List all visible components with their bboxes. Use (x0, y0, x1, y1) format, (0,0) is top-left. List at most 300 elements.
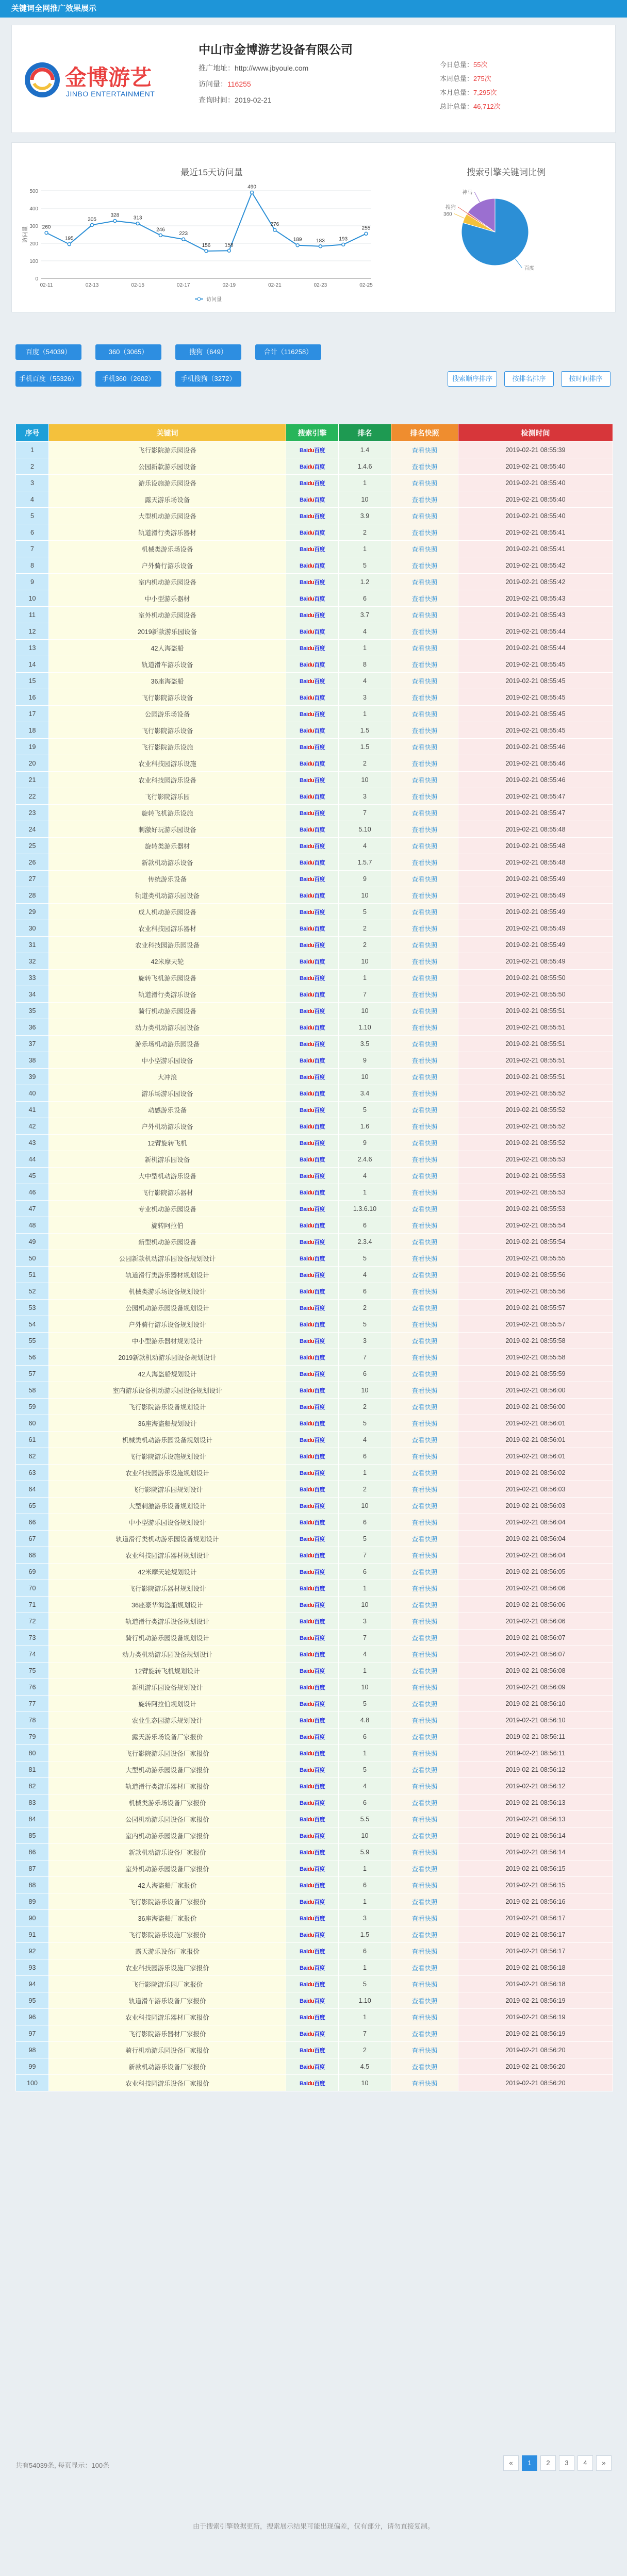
row-snapshot-link-text[interactable]: 查看快照 (411, 578, 438, 586)
page-2-button[interactable]: 2 (540, 2455, 556, 2471)
row-snapshot-link[interactable] (391, 1811, 458, 1827)
stat-label: 本月总量： (440, 89, 474, 96)
row-snapshot-link[interactable] (391, 1761, 458, 1778)
row-snapshot-link-text[interactable]: 查看快照 (411, 1354, 438, 1361)
row-snapshot-link-text[interactable]: 查看快照 (411, 1783, 438, 1790)
row-snapshot-link-text[interactable]: 查看快照 (411, 1816, 438, 1823)
row-snapshot-link[interactable] (391, 739, 458, 755)
row-snapshot-link-text[interactable]: 查看快照 (411, 1535, 438, 1543)
row-rank-text: 10 (361, 1073, 369, 1081)
row-snapshot-link[interactable] (391, 1382, 458, 1399)
row-index (16, 937, 49, 953)
row-snapshot-link[interactable] (391, 1399, 458, 1415)
row-keyword (49, 1679, 286, 1696)
row-snapshot-link[interactable] (391, 541, 458, 557)
table-row (16, 1201, 613, 1217)
table-row (16, 838, 613, 854)
row-snapshot-link-text[interactable]: 查看快照 (411, 1337, 438, 1345)
row-snapshot-link[interactable] (391, 1234, 458, 1250)
x-tick-label: 02-13 (85, 282, 99, 288)
stat-total (440, 101, 501, 111)
row-snapshot-link-text[interactable]: 查看快照 (411, 1172, 438, 1180)
row-snapshot-link-text[interactable]: 查看快照 (411, 1552, 438, 1559)
row-snapshot-link[interactable] (391, 1085, 458, 1102)
row-snapshot-link[interactable] (391, 1794, 458, 1811)
row-snapshot-link-text[interactable]: 查看快照 (411, 1684, 438, 1691)
row-snapshot-link[interactable] (391, 772, 458, 788)
row-snapshot-link-text[interactable]: 查看快照 (411, 2014, 438, 2021)
data-label: 158 (224, 242, 234, 248)
baidu-logo-icon: Baidu百度 (299, 1404, 325, 1410)
row-snapshot-link-text[interactable]: 查看快照 (411, 1915, 438, 1922)
row-snapshot-link-text[interactable]: 查看快照 (411, 1090, 438, 1098)
row-snapshot-link-text[interactable]: 查看快照 (411, 1205, 438, 1213)
row-index (16, 1827, 49, 1844)
row-rank (339, 920, 391, 937)
sogou-count-button[interactable]: 搜狗（649） (175, 344, 241, 360)
row-check-time (458, 1679, 613, 1696)
row-snapshot-link[interactable] (391, 1036, 458, 1052)
row-snapshot-link[interactable] (391, 1893, 458, 1910)
row-snapshot-link[interactable] (391, 1696, 458, 1712)
row-snapshot-link-text[interactable]: 查看快照 (411, 1651, 438, 1658)
row-snapshot-link-text[interactable]: 查看快照 (411, 1403, 438, 1411)
page-next-button[interactable]: » (596, 2455, 612, 2471)
row-snapshot-link[interactable] (391, 1250, 458, 1267)
row-snapshot-link[interactable] (391, 1300, 458, 1316)
row-snapshot-link-text[interactable]: 查看快照 (411, 710, 438, 718)
row-snapshot-link[interactable] (391, 1003, 458, 1019)
row-snapshot-link-text[interactable]: 查看快照 (411, 446, 438, 454)
row-keyword (49, 508, 286, 524)
row-snapshot-link-text[interactable]: 查看快照 (411, 743, 438, 751)
mobile-baidu-count-button[interactable]: 手机百度（55326） (15, 371, 81, 387)
row-snapshot-link[interactable] (391, 871, 458, 887)
row-rank-text: 10 (361, 891, 369, 899)
row-index-text: 18 (28, 726, 36, 734)
row-check-time (458, 1498, 613, 1514)
row-snapshot-link-text[interactable]: 查看快照 (411, 1667, 438, 1675)
baidu-logo-icon: Baidu百度 (299, 1338, 325, 1344)
row-snapshot-link[interactable] (391, 1976, 458, 1992)
row-snapshot-link[interactable] (391, 1415, 458, 1432)
row-snapshot-link[interactable] (391, 805, 458, 821)
row-snapshot-link[interactable] (391, 1580, 458, 1597)
row-snapshot-link[interactable] (391, 1349, 458, 1366)
row-index (16, 986, 49, 1003)
row-snapshot-link[interactable] (391, 442, 458, 458)
row-rank (339, 524, 391, 541)
row-snapshot-link-text[interactable]: 查看快照 (411, 1898, 438, 1906)
row-snapshot-link-text[interactable]: 查看快照 (411, 1007, 438, 1015)
row-snapshot-link-text[interactable]: 查看快照 (411, 1040, 438, 1048)
baidu-logo-icon: Baidu百度 (299, 579, 325, 586)
row-snapshot-link-text[interactable]: 查看快照 (411, 1387, 438, 1394)
row-snapshot-link-text[interactable]: 查看快照 (411, 2063, 438, 2071)
row-snapshot-link[interactable] (391, 1992, 458, 2009)
row-snapshot-link[interactable] (391, 524, 458, 541)
row-rank (339, 1531, 391, 1547)
baidu-logo-icon: Baidu百度 (299, 1833, 325, 1839)
mobile-sogou-count-button[interactable]: 手机搜狗（3272） (175, 371, 241, 387)
row-snapshot-link-text[interactable]: 查看快照 (411, 628, 438, 636)
row-rank-text: 3 (363, 1914, 367, 1922)
row-snapshot-link-text[interactable]: 查看快照 (411, 1370, 438, 1378)
row-snapshot-link[interactable] (391, 2025, 458, 2042)
data-point (91, 223, 94, 226)
table-row (16, 1333, 613, 1349)
row-snapshot-link[interactable] (391, 623, 458, 640)
row-snapshot-link[interactable] (391, 458, 458, 475)
row-snapshot-link-text[interactable]: 查看快照 (411, 595, 438, 603)
row-snapshot-link-text[interactable]: 查看快照 (411, 826, 438, 834)
row-snapshot-link[interactable] (391, 1679, 458, 1696)
row-snapshot-link[interactable] (391, 1217, 458, 1234)
baidu-logo-icon: Baidu百度 (299, 1998, 325, 2004)
row-engine (286, 871, 339, 887)
row-snapshot-link-text[interactable]: 查看快照 (411, 1766, 438, 1774)
row-snapshot-link[interactable] (391, 590, 458, 607)
row-snapshot-link[interactable] (391, 838, 458, 854)
row-snapshot-link-text[interactable]: 查看快照 (411, 1189, 438, 1196)
row-snapshot-link[interactable] (391, 1069, 458, 1085)
row-engine (286, 986, 339, 1003)
row-keyword (49, 1630, 286, 1646)
row-snapshot-link[interactable] (391, 986, 458, 1003)
row-snapshot-link-text[interactable]: 查看快照 (411, 760, 438, 768)
row-snapshot-link[interactable] (391, 689, 458, 706)
row-snapshot-link-text[interactable]: 查看快照 (411, 529, 438, 537)
sort-by-engine-button[interactable]: 搜索顺序排序 (448, 371, 497, 387)
site-url-link[interactable]: http://www.jbyoule.com (235, 64, 309, 72)
row-snapshot-link-text[interactable]: 查看快照 (411, 1634, 438, 1642)
row-snapshot-link[interactable] (391, 1877, 458, 1893)
row-snapshot-link-text[interactable]: 查看快照 (411, 925, 438, 933)
row-snapshot-link-text[interactable]: 查看快照 (411, 958, 438, 966)
pie-leader-line (458, 207, 467, 213)
row-snapshot-link[interactable] (391, 673, 458, 689)
row-engine (286, 821, 339, 838)
page-4-button[interactable]: 4 (578, 2455, 593, 2471)
row-snapshot-link-text[interactable]: 查看快照 (411, 512, 438, 520)
row-snapshot-link[interactable] (391, 1729, 458, 1745)
row-snapshot-link[interactable] (391, 920, 458, 937)
row-snapshot-link-text[interactable]: 查看快照 (411, 1222, 438, 1229)
row-snapshot-link-text[interactable]: 查看快照 (411, 1618, 438, 1625)
row-index (16, 1382, 49, 1399)
row-rank (339, 953, 391, 970)
row-snapshot-link[interactable] (391, 656, 458, 673)
row-snapshot-link[interactable] (391, 887, 458, 904)
row-snapshot-link[interactable] (391, 1827, 458, 1844)
row-snapshot-link-text[interactable]: 查看快照 (411, 562, 438, 570)
row-snapshot-link[interactable] (391, 574, 458, 590)
row-snapshot-link[interactable] (391, 1201, 458, 1217)
row-index-text: 8 (30, 561, 34, 569)
row-snapshot-link[interactable] (391, 2075, 458, 2091)
row-index (16, 1597, 49, 1613)
row-snapshot-link[interactable] (391, 1135, 458, 1151)
row-index-text: 80 (28, 1749, 36, 1757)
row-snapshot-link[interactable] (391, 1646, 458, 1663)
row-snapshot-link-text[interactable]: 查看快照 (411, 1997, 438, 2005)
row-keyword-text: 露天游乐设备厂家报价 (135, 1948, 200, 1955)
page-3-button[interactable]: 3 (559, 2455, 574, 2471)
row-snapshot-link-text[interactable]: 查看快照 (411, 727, 438, 735)
row-snapshot-link[interactable] (391, 1316, 458, 1333)
baidu-logo-icon: Baidu百度 (299, 1849, 325, 1856)
sort-by-rank-button[interactable]: 按排名排序 (504, 371, 554, 387)
row-snapshot-link[interactable] (391, 904, 458, 920)
row-keyword (49, 1382, 286, 1399)
row-snapshot-link-text[interactable]: 查看快照 (411, 661, 438, 669)
row-keyword (49, 1217, 286, 1234)
row-keyword-text: 42人海盗船 (151, 644, 184, 652)
row-snapshot-link-text[interactable]: 查看快照 (411, 1123, 438, 1131)
table-row (16, 2025, 613, 2042)
mobile-360-count-button[interactable]: 手机360（2602） (95, 371, 161, 387)
row-snapshot-link[interactable] (391, 706, 458, 722)
row-snapshot-link-text[interactable]: 查看快照 (411, 1024, 438, 1032)
row-snapshot-link-text[interactable]: 查看快照 (411, 463, 438, 471)
row-snapshot-link-text[interactable]: 查看快照 (411, 1832, 438, 1840)
row-snapshot-link-text[interactable]: 查看快照 (411, 1304, 438, 1312)
row-snapshot-link[interactable] (391, 1926, 458, 1943)
data-label: 246 (156, 227, 165, 233)
row-snapshot-link-text[interactable]: 查看快照 (411, 496, 438, 504)
row-snapshot-link[interactable] (391, 854, 458, 871)
row-snapshot-link-text[interactable]: 查看快照 (411, 991, 438, 999)
row-snapshot-link-text[interactable]: 查看快照 (411, 842, 438, 850)
baidu-logo-icon: Baidu百度 (299, 975, 325, 982)
row-snapshot-link[interactable] (391, 1547, 458, 1564)
row-snapshot-link[interactable] (391, 1448, 458, 1465)
row-snapshot-link-text[interactable]: 查看快照 (411, 859, 438, 867)
row-snapshot-link-text[interactable]: 查看快照 (411, 1568, 438, 1576)
row-snapshot-link[interactable] (391, 1102, 458, 1118)
row-engine (286, 854, 339, 871)
row-index-text: 98 (28, 2046, 36, 2054)
row-snapshot-link-text[interactable]: 查看快照 (411, 1073, 438, 1081)
row-snapshot-link[interactable] (391, 475, 458, 491)
row-index-text: 60 (28, 1419, 36, 1427)
row-snapshot-link-text[interactable]: 查看快照 (411, 1469, 438, 1477)
row-snapshot-link-text[interactable]: 查看快照 (411, 2047, 438, 2054)
row-snapshot-link[interactable] (391, 1118, 458, 1135)
row-check-time-text: 2019-02-21 08:55:43 (505, 611, 566, 619)
total-count-button[interactable]: 合计（116258） (255, 344, 321, 360)
table-row (16, 904, 613, 920)
row-snapshot-link-text[interactable]: 查看快照 (411, 1238, 438, 1246)
row-snapshot-link[interactable] (391, 953, 458, 970)
row-check-time (458, 1778, 613, 1794)
row-snapshot-link-text[interactable]: 查看快照 (411, 1601, 438, 1609)
row-snapshot-link[interactable] (391, 1052, 458, 1069)
row-engine (286, 442, 339, 458)
row-snapshot-link[interactable] (391, 821, 458, 838)
row-snapshot-link[interactable] (391, 1943, 458, 1959)
row-snapshot-link-text[interactable]: 查看快照 (411, 1420, 438, 1427)
row-snapshot-link-text[interactable]: 查看快照 (411, 545, 438, 553)
row-snapshot-link[interactable] (391, 1613, 458, 1630)
row-snapshot-link-text[interactable]: 查看快照 (411, 1964, 438, 1972)
row-index (16, 1712, 49, 1729)
table-row (16, 1646, 613, 1663)
baidu-logo-icon: Baidu百度 (299, 480, 325, 487)
row-snapshot-link-text[interactable]: 查看快照 (411, 1288, 438, 1295)
row-keyword-text: 大型机动游乐园设备 (138, 512, 196, 520)
row-index (16, 821, 49, 838)
row-snapshot-link[interactable] (391, 1283, 458, 1300)
row-snapshot-link-text[interactable]: 查看快照 (411, 479, 438, 487)
row-snapshot-link-text[interactable]: 查看快照 (411, 793, 438, 801)
row-snapshot-link[interactable] (391, 1019, 458, 1036)
row-snapshot-link[interactable] (391, 1597, 458, 1613)
row-snapshot-link-text[interactable]: 查看快照 (411, 2080, 438, 2087)
row-keyword (49, 1151, 286, 1168)
360-count-button[interactable]: 360（3065） (95, 344, 161, 360)
row-snapshot-link-text[interactable]: 查看快照 (411, 1882, 438, 1889)
row-snapshot-link[interactable] (391, 1778, 458, 1794)
row-snapshot-link-text[interactable]: 查看快照 (411, 1700, 438, 1708)
row-snapshot-link[interactable] (391, 1860, 458, 1877)
row-snapshot-link-text[interactable]: 查看快照 (411, 1585, 438, 1592)
row-snapshot-link-text[interactable]: 查看快照 (411, 611, 438, 619)
row-keyword (49, 1366, 286, 1382)
row-snapshot-link-text[interactable]: 查看快照 (411, 1057, 438, 1065)
row-snapshot-link-text[interactable]: 查看快照 (411, 1486, 438, 1493)
row-snapshot-link[interactable] (391, 557, 458, 574)
row-snapshot-link[interactable] (391, 1712, 458, 1729)
row-snapshot-link-text[interactable]: 查看快照 (411, 1321, 438, 1328)
row-snapshot-link[interactable] (391, 1531, 458, 1547)
row-snapshot-link[interactable] (391, 1745, 458, 1761)
baidu-logo-icon: Baidu百度 (299, 1734, 325, 1740)
row-snapshot-link[interactable] (391, 1184, 458, 1201)
row-snapshot-link-text[interactable]: 查看快照 (411, 892, 438, 900)
row-index-text: 97 (28, 2030, 36, 2037)
row-snapshot-link[interactable] (391, 755, 458, 772)
row-index (16, 1778, 49, 1794)
row-snapshot-link[interactable] (391, 970, 458, 986)
sort-by-time-button[interactable]: 按时间排序 (561, 371, 610, 387)
table-row (16, 1366, 613, 1382)
row-snapshot-link-text[interactable]: 查看快照 (411, 1519, 438, 1526)
row-snapshot-link[interactable] (391, 1432, 458, 1448)
row-snapshot-link-text[interactable]: 查看快照 (411, 1981, 438, 1988)
row-check-time (458, 1300, 613, 1316)
row-snapshot-link[interactable] (391, 1366, 458, 1382)
row-snapshot-link[interactable] (391, 2042, 458, 2058)
row-engine (286, 541, 339, 557)
row-snapshot-link[interactable] (391, 1910, 458, 1926)
baidu-logo-icon: Baidu百度 (299, 1635, 325, 1641)
row-keyword (49, 1646, 286, 1663)
row-snapshot-link[interactable] (391, 607, 458, 623)
row-snapshot-link-text[interactable]: 查看快照 (411, 1931, 438, 1939)
row-snapshot-link-text[interactable]: 查看快照 (411, 644, 438, 652)
row-snapshot-link[interactable] (391, 2009, 458, 2025)
row-snapshot-link[interactable] (391, 1151, 458, 1168)
page-1-button[interactable]: 1 (522, 2455, 537, 2471)
row-snapshot-link[interactable] (391, 1168, 458, 1184)
row-snapshot-link[interactable] (391, 1514, 458, 1531)
row-engine (286, 1646, 339, 1663)
row-snapshot-link[interactable] (391, 640, 458, 656)
row-snapshot-link-text[interactable]: 查看快照 (411, 1849, 438, 1856)
row-snapshot-link[interactable] (391, 491, 458, 508)
row-snapshot-link-text[interactable]: 查看快照 (411, 1865, 438, 1873)
row-snapshot-link-text[interactable]: 查看快照 (411, 974, 438, 982)
row-snapshot-link[interactable] (391, 1630, 458, 1646)
row-check-time (458, 1992, 613, 2009)
row-snapshot-link[interactable] (391, 937, 458, 953)
row-index (16, 1366, 49, 1382)
row-snapshot-link-text[interactable]: 查看快照 (411, 1750, 438, 1757)
row-rank (339, 970, 391, 986)
row-snapshot-link-text[interactable]: 查看快照 (411, 1733, 438, 1741)
row-check-time (458, 706, 613, 722)
row-rank (339, 1349, 391, 1366)
row-snapshot-link[interactable] (391, 1844, 458, 1860)
row-snapshot-link-text[interactable]: 查看快照 (411, 941, 438, 949)
row-snapshot-link[interactable] (391, 1333, 458, 1349)
row-keyword (49, 1811, 286, 1827)
row-snapshot-link[interactable] (391, 508, 458, 524)
row-snapshot-link[interactable] (391, 1481, 458, 1498)
row-engine (286, 953, 339, 970)
row-snapshot-link-text[interactable]: 查看快照 (411, 1106, 438, 1114)
row-rank (339, 1712, 391, 1729)
row-snapshot-link-text[interactable]: 查看快照 (411, 809, 438, 817)
row-snapshot-link[interactable] (391, 1498, 458, 1514)
row-snapshot-link-text[interactable]: 查看快照 (411, 2030, 438, 2038)
row-snapshot-link[interactable] (391, 1564, 458, 1580)
row-snapshot-link[interactable] (391, 1663, 458, 1679)
row-snapshot-link-text[interactable]: 查看快照 (411, 1799, 438, 1807)
row-snapshot-link-text[interactable]: 查看快照 (411, 1436, 438, 1444)
row-keyword (49, 1250, 286, 1267)
row-index-text: 24 (28, 825, 36, 833)
row-snapshot-link-text[interactable]: 查看快照 (411, 677, 438, 685)
row-snapshot-link-text[interactable]: 查看快照 (411, 1255, 438, 1262)
row-snapshot-link[interactable] (391, 1959, 458, 1976)
row-keyword-text: 室外机动游乐园设备厂家报价 (125, 1865, 209, 1873)
row-rank (339, 706, 391, 722)
baidu-logo-icon: Baidu百度 (299, 1387, 325, 1394)
row-index-text: 27 (28, 875, 36, 883)
row-snapshot-link-text[interactable]: 查看快照 (411, 908, 438, 916)
row-snapshot-link[interactable] (391, 1465, 458, 1481)
row-snapshot-link[interactable] (391, 722, 458, 739)
row-snapshot-link-text[interactable]: 查看快照 (411, 694, 438, 702)
row-snapshot-link[interactable] (391, 1267, 458, 1283)
page-prev-button[interactable]: « (503, 2455, 519, 2471)
row-snapshot-link-text[interactable]: 查看快照 (411, 776, 438, 784)
row-snapshot-link-text[interactable]: 查看快照 (411, 875, 438, 883)
row-snapshot-link-text[interactable]: 查看快照 (411, 1271, 438, 1279)
baidu-count-button[interactable]: 百度（54039） (15, 344, 81, 360)
row-snapshot-link[interactable] (391, 788, 458, 805)
row-snapshot-link-text[interactable]: 查看快照 (411, 1453, 438, 1460)
table-row (16, 1959, 613, 1976)
row-snapshot-link-text[interactable]: 查看快照 (411, 1502, 438, 1510)
row-snapshot-link[interactable] (391, 2058, 458, 2075)
row-snapshot-link-text[interactable]: 查看快照 (411, 1948, 438, 1955)
row-snapshot-link-text[interactable]: 查看快照 (411, 1717, 438, 1724)
row-snapshot-link-text[interactable]: 查看快照 (411, 1156, 438, 1164)
row-snapshot-link-text[interactable]: 查看快照 (411, 1139, 438, 1147)
